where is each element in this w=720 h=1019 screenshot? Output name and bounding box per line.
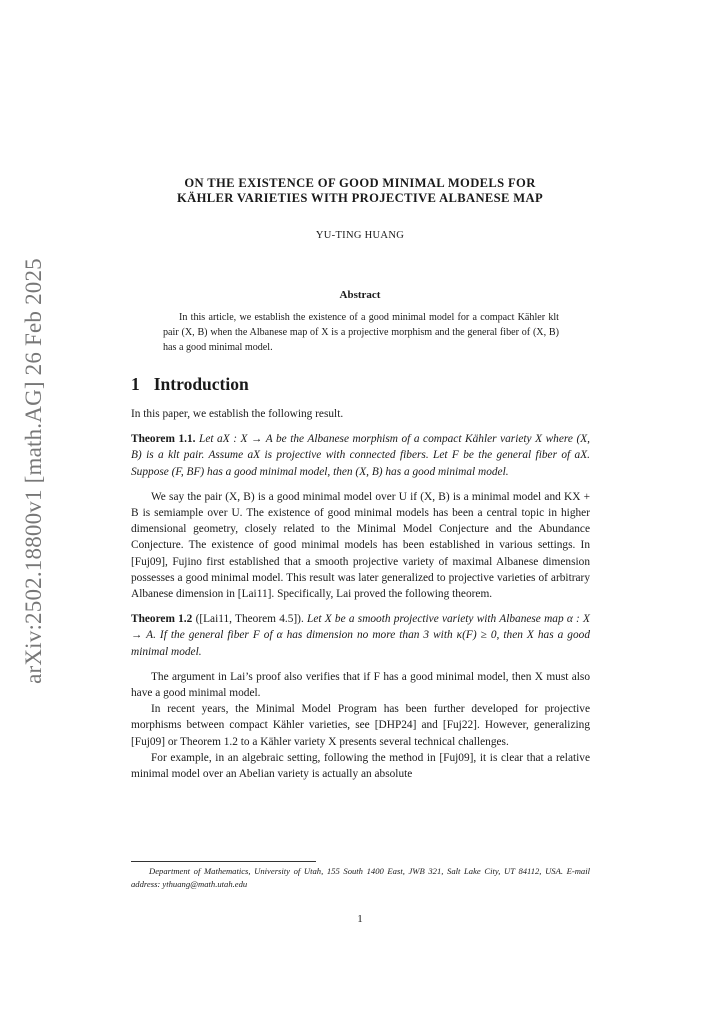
section-heading [131, 374, 249, 395]
page-number: 1 [357, 913, 363, 925]
paper-title [110, 176, 610, 206]
title-line-2: KÄHLER VARIETIES WITH PROJECTIVE ALBANESE MAP [176, 191, 543, 205]
author-name: YU-TING HUANG [315, 230, 405, 241]
paragraph-good-minimal-models: We say the pair (X, B) is a good minimal model over U if (X, B) is a minimal model and KX + B is semiample over U. The existence of good minimal models has been a central topic in higher dimensional geometry, closely related to the Minimal Model Conjecture and the Abundance Conjecture. The existence of good minimal models has been established in various settings. In [Fuj09], Fujino first established that a smooth projective variety of maximal Albanese dimension possesses a good minimal model. This result was later generalized to projective varieties of arbitrary Albanese dimension in [Lai11]. Specifically, Lai proved the following theorem. [131, 490, 590, 601]
theorem-1-2-statement: Let X be a smooth projective variety with Albanese map α : X → A. If the general fiber F of α has dimension no more than 3 with κ(F) ≥ 0, then X has a good minimal model. [131, 613, 590, 658]
theorem-1-2-citation: ([Lai11, Theorem 4.5]). [195, 613, 304, 626]
theorem-1-1 [131, 431, 590, 480]
title-line-1: ON THE EXISTENCE OF GOOD MINIMAL MODELS FOR [184, 176, 536, 190]
theorem-1-2 [131, 611, 590, 660]
abstract-heading: Abstract [339, 289, 381, 301]
author-affiliation-footnote: Department of Mathematics, University of Utah, 155 South 1400 East, JWB 321, Salt Lake City, UT 84112, USA. E-mail address: ythuang@math.utah.edu [131, 866, 590, 889]
theorem-1-2-label: Theorem 1.2 [131, 613, 193, 626]
theorem-1-1-statement: Let aX : X → A be the Albanese morphism of a compact Kähler variety X where (X, B) is a klt pair. Assume aX is projective with connected fibers. Let F be the general fiber of aX. Suppose (F, BF) has a good minimal model, then (X, B) has a good minimal model. [131, 433, 590, 478]
paragraph-example: For example, in an algebraic setting, following the method in [Fuj09], it is clear that a relative minimal model over an Abelian variety is actually an absolute [131, 751, 590, 781]
main-body [131, 406, 590, 782]
arxiv-identifier: arXiv:2502.18800v1 [math.AG] 26 Feb 2025 [21, 258, 46, 684]
paragraph-lai-argument: The argument in Lai’s proof also verifies that if F has a good minimal model, then X must also have a good minimal model. [131, 670, 590, 700]
footnote-divider [131, 861, 316, 862]
section-title: Introduction [153, 374, 249, 394]
intro-sentence: In this paper, we establish the following result. [131, 408, 344, 420]
abstract-text: In this article, we establish the existence of a good minimal model for a compact Kähler klt pair (X, B) when the Albanese map of X is a projective morphism and the general fiber of (X, B) has a good minimal model. [163, 312, 559, 353]
arxiv-sidebar-stamp [14, 258, 54, 684]
paragraph-recent-years: In recent years, the Minimal Model Program has been further developed for projective morphisms between compact Kähler varieties, see [DHP24] and [Fuj22]. However, generalizing [Fuj09] or Theorem 1.2 to a Kähler variety X presents several technical challenges. [131, 703, 590, 748]
section-number: 1 [131, 374, 140, 394]
theorem-1-1-label: Theorem 1.1. [131, 433, 196, 446]
